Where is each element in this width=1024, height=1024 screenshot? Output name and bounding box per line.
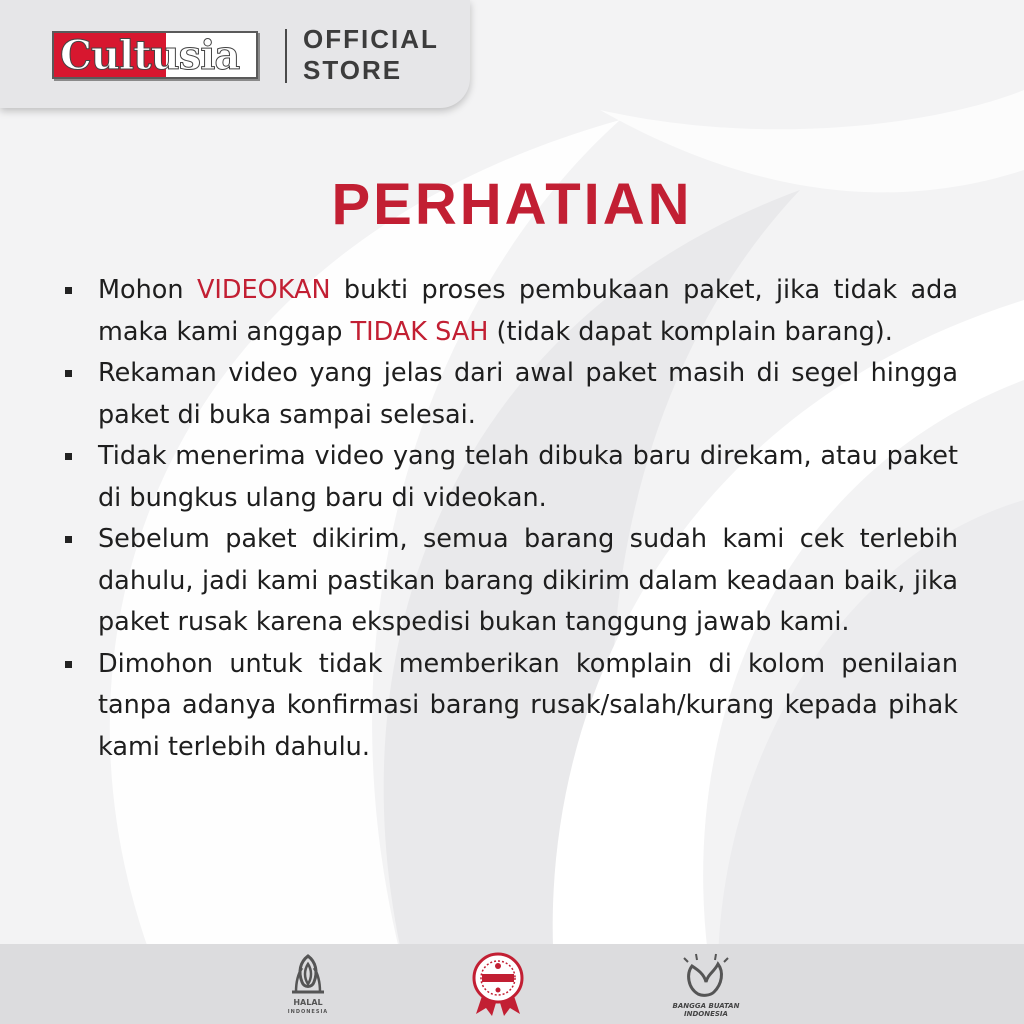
halal-sublabel: INDONESIA [287,1009,329,1015]
notice-text-part: bukti proses pembukaan paket, jika tidak ada maka kami anggap [98,275,958,347]
bullet-icon [65,536,72,543]
notice-text: Tidak menerima video yang telah dibuka baru direkam, atau paket di bungkus ulang baru di videokan. [98,441,958,513]
notice-list [62,270,958,768]
bullet-icon [65,453,72,460]
brand-header [0,0,470,108]
notice-item [62,644,958,769]
brand-logo-text: Cultusia [60,32,240,79]
notice-text: Dimohon untuk tidak memberikan komplain di kolom penilaian tanpa adanya konfirmasi barang rusak/salah/kurang kepada pihak kami terlebih dahulu. [98,648,958,762]
bangga-buatan-indonesia-badge [672,952,740,1018]
bullet-icon [65,287,72,294]
bullet-icon [65,661,72,668]
notice-text: Rekaman video yang jelas dari awal paket masih di segel hingga paket di buka sampai selesai. [98,358,958,430]
bullet-icon [65,370,72,377]
logo-divider [285,29,287,83]
bbi-label-line1: BANGGA BUATAN [672,1002,740,1010]
notice-item [62,270,958,353]
bbi-label-line2: INDONESIA [684,1010,728,1018]
notice-item [62,436,958,519]
store-line-2: STORE [303,55,403,85]
notice-item [62,519,958,644]
certified-badge [468,952,528,1018]
footer-badges [0,944,1024,1024]
highlight-videokan: VIDEOKAN [196,275,331,305]
notice-text-part: (tidak dapat komplain barang). [488,316,893,347]
notice-text: Sebelum paket dikirim, semua barang sudah kami cek terlebih dahulu, jadi kami pastikan barang dikirim dalam keadaan baik, jika paket rusak karena ekspedisi bukan tanggung jawab kami. [98,524,958,637]
page-title: PERHATIAN [331,172,693,237]
highlight-tidak-sah: TIDAK SAH [350,316,489,347]
notice-item [62,353,958,436]
certified-badge-icon [468,952,528,1018]
brand-logo [52,31,258,79]
notice-text [98,270,958,353]
notice-text-part: Mohon [98,275,197,305]
halal-badge [278,952,338,1018]
halal-logo-icon [278,952,338,998]
store-line-1: OFFICIAL [303,24,439,54]
bangga-buatan-indonesia-icon [672,952,740,1002]
halal-label: HALAL [293,998,323,1007]
official-store-label [303,24,439,86]
